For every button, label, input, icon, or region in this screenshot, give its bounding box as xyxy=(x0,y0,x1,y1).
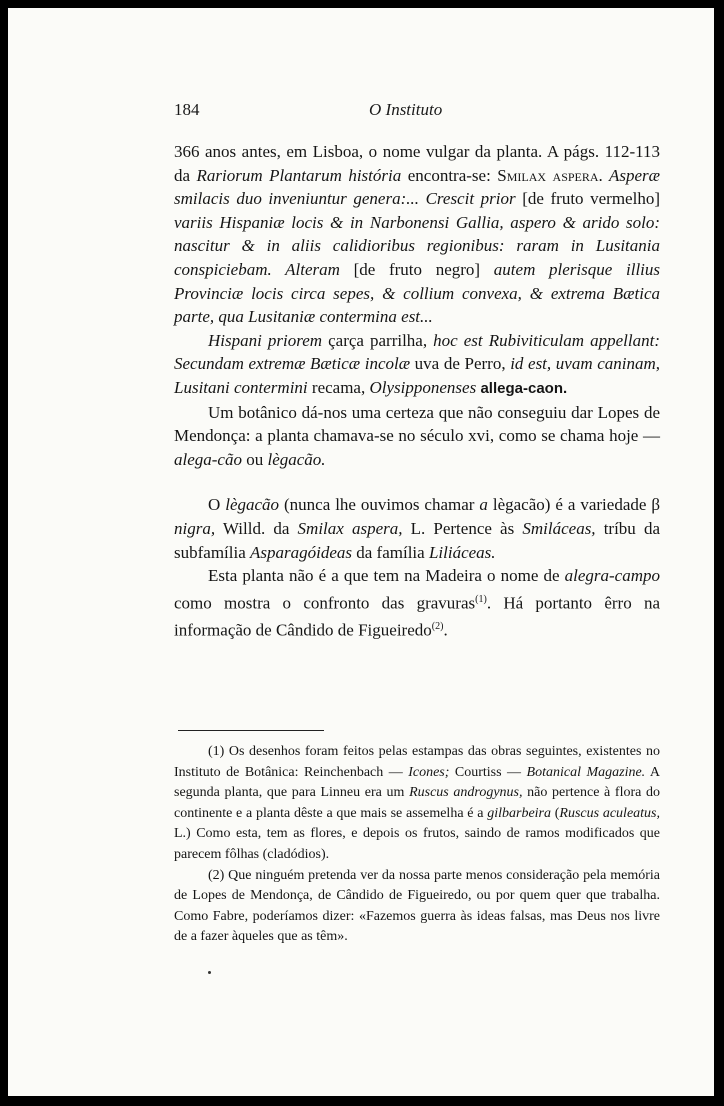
printing-speck xyxy=(208,971,211,974)
footnote-ref-1: (1) xyxy=(475,593,487,605)
paragraph-4: O lègacão (nunca lhe ouvimos chamar a lègacão) é a variedade β nigra, Willd. da Smilax aspera, L. Pertence às Smiláceas, tríbu da subfamília Asparagóideas da família Liliáceas. xyxy=(174,495,661,562)
paragraph-5: Esta planta não é a que tem na Madeira o nome de alegra-campo como mostra o confronto das gravuras$^{(1)}$. Há portanto êrro na informação de Cândido de Figueiredo$^{(2)}$. xyxy=(174,566,660,640)
footnote-ref-2: (2) xyxy=(431,620,444,632)
document-page xyxy=(8,8,714,1096)
paragraph-2: Hispani priorem çarça parrilha, hoc est Rubiviticulam appellant: Secundam extremæ Bæticæ incolæ uva de Perro, id est, uvam caninam, Lusitani contermini recama, Olysipponenses allega-caon. xyxy=(174,330,661,397)
footnote-divider xyxy=(178,730,324,731)
page-number: 184 xyxy=(174,100,200,119)
footnotes xyxy=(174,742,660,948)
paragraph-3: Um botânico dá-nos uma certeza que não conseguiu dar Lopes de Mendonça: a planta chamava-se no século xvi, como se chama hoje — alega-cão ou lègacão. xyxy=(174,402,660,469)
paragraph-1: 366 anos antes, em Lisboa, o nome vulgar da planta. A págs. 112-113 da Rariorum Plantarum história encontra-se: Smilax aspera. Asperæ smilacis duo inveniuntur genera:... Crescit prior [de fruto vermelho] variis Hispaniæ locis & in Narbonensi Gallia, aspero & arido solo: nascitur & in aliis calidioribus regionibus: raram in Lusitania conspiciebam. Alteram [de fruto negro] autem plerisque illius Provinciæ locis circa sepes, & collium convexa, & extrema Bætica parte, qua Lusitaniæ contermina est... xyxy=(174,142,661,327)
footnote-1: (1) Os desenhos foram feitos pelas estampas das obras seguintes, existentes no Instituto de Botânica: Reinchenbach — Icones; Courtiss — Botanical Magazine. A segunda planta, que para Linneu era um Ruscus androgynus, não pertence à flora do continente e a planta dêste a que mais se assemelha é a gilbarbeira (Ruscus aculeatus, L.) Como esta, tem as flores, e depois os frutos, saindo de ramos modificados que parecem fôlhas (cladódios). xyxy=(174,744,661,862)
footnote-2: (2) Que ninguém pretenda ver da nossa parte menos consideração pela memória de Lopes de Mendonça, de Cândido de Figueiredo, ou por quem quer que trabalha. Como Fabre, poderíamos dizer: «Fazemos guerra às ideas falsas, mas Deus nos livre de a fazer àqueles que as têm». xyxy=(174,867,660,945)
main-text xyxy=(174,140,660,642)
page-header xyxy=(174,100,514,124)
running-title: O Instituto xyxy=(369,100,443,119)
